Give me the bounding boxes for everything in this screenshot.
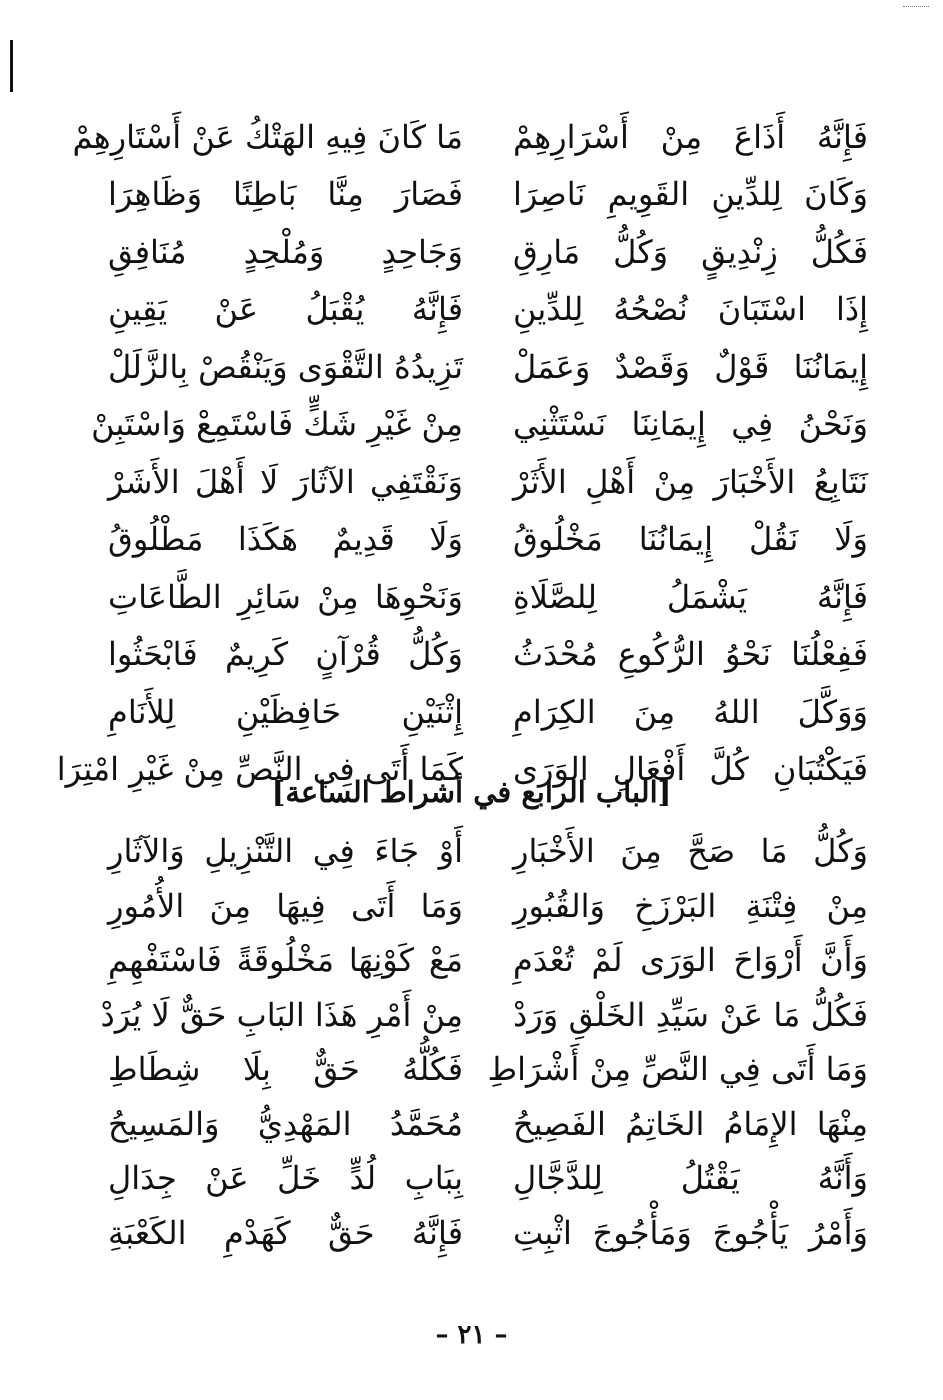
- hemistich-right: وَكُلُّ مَا صَحَّ مِنَ الأَخْبَارِ: [513, 832, 868, 871]
- chapter-heading: [الباب الرابع في أشراط الساعة]: [271, 775, 672, 809]
- couplet: [108, 933, 868, 988]
- hemistich-left: بِبَابِ لُدٍّ خَلِّ عَنْ جِدَالِ: [108, 1159, 463, 1198]
- couplet: [108, 1151, 868, 1206]
- couplet: [108, 683, 868, 741]
- hemistich-right: فَكُلُّ زِنْدِيقٍ وَكُلُّ مَارِقِ: [513, 232, 868, 271]
- couplet: [108, 1206, 868, 1261]
- couplet: [108, 166, 868, 224]
- hemistich-left: وَمَا أَتَى فِيهَا مِنَ الأُمُورِ: [108, 886, 463, 925]
- couplet: [108, 281, 868, 339]
- hemistich-right: وَلَا نَقُلْ إِيمَانُنَا مَخْلُوقُ: [513, 520, 868, 559]
- hemistich-right: نَتَابِعُ الأَخْبَارَ مِنْ أَهْلِ الأَثَرْ: [513, 462, 868, 501]
- hemistich-left: كَمَا أَتَى فِي النَّصِّ مِنْ غَيْرِ امْتِرَا: [56, 750, 463, 789]
- couplet: [108, 1042, 868, 1097]
- couplet: [108, 824, 868, 879]
- couplet: [100, 988, 868, 1043]
- hemistich-right: مِنْهَا الإِمَامُ الخَاتِمُ الفَصِيحُ: [513, 1104, 868, 1143]
- couplet: [108, 338, 868, 396]
- hemistich-left: مَعْ كَوْنِهَا مَخْلُوقَةً فَاسْتَفْهِمِ: [108, 941, 463, 980]
- hemistich-right: فَفِعْلُنَا نَحْوُ الرُّكُوعِ مُحْدَثُ: [513, 635, 868, 674]
- hemistich-right: فَيَكْتُبَانِ كُلَّ أَفْعَالِ الوَرَى: [513, 750, 868, 789]
- hemistich-right: إِيمَانُنَا قَوْلٌ وَقَصْدٌ وَعَمَلْ: [513, 347, 868, 386]
- hemistich-left: وَكُلُّ قُرْآنٍ كَرِيمٌ فَابْحَثُوا: [108, 635, 463, 674]
- hemistich-left: مِنْ غَيْرِ شَكٍّ فَاسْتَمِعْ وَاسْتَبِنْ: [91, 405, 463, 444]
- hemistich-right: فَإِنَّهُ يَشْمَلُ لِلصَّلَاةِ: [513, 577, 868, 616]
- hemistich-left: تَزِيدُهُ التَّقْوَى وَيَنْقُصْ بِالزَّلَلْ: [107, 347, 463, 386]
- hemistich-left: فَإِنَّهُ حَقٌّ كَهَدْمِ الكَعْبَةِ: [108, 1213, 463, 1252]
- hemistich-right: وَأَنَّهُ يَقْتُلُ لِلدَّجَّالِ: [513, 1159, 868, 1198]
- hemistich-left: فَكُلُّهُ حَقٌّ بِلَا شِطَاطِ: [108, 1050, 463, 1089]
- hemistich-right: فَكُلُّ مَا عَنْ سَيِّدِ الخَلْقِ وَرَدْ: [513, 995, 868, 1034]
- couplet: [72, 108, 868, 166]
- hemistich-right: وَمَا أَتَى فِي النَّصِّ مِنْ أَشْرَاطِ: [487, 1050, 868, 1089]
- hemistich-left: مَا كَانَ فِيهِ الهَتْكُ عَنْ أَسْتَارِهِمْ: [72, 117, 463, 156]
- hemistich-left: أَوْ جَاءَ فِي التَّنْزِيلِ وَالآثَارِ: [108, 832, 463, 871]
- hemistich-left: وَنَقْتَفِي الآثَارَ لَا أَهْلَ الأَشَرْ: [108, 462, 463, 501]
- hemistich-right: إِذَا اسْتَبَانَ نُصْحُهُ لِلدِّينِ: [513, 290, 868, 329]
- page-number: – ٢١ –: [435, 1320, 508, 1350]
- corner-mark: [903, 6, 929, 9]
- poem-section-2: [100, 824, 868, 1260]
- hemistich-left: وَلَا قَدِيمٌ هَكَذَا مَطْلُوقُ: [108, 520, 463, 559]
- couplet: [108, 626, 868, 684]
- hemistich-right: مِنْ فِتْنَةِ البَرْزَخِ وَالقُبُورِ: [513, 886, 868, 925]
- hemistich-left: وَنَحْوِهَا مِنْ سَائِرِ الطَّاعَاتِ: [108, 577, 463, 616]
- margin-mark: [10, 40, 13, 92]
- hemistich-right: وَوَكَّلَ اللهُ مِنَ الكِرَامِ: [513, 692, 868, 731]
- hemistich-left: مِنْ أَمْرِ هَذَا البَابِ حَقٌّ لَا يُرَدْ: [100, 995, 463, 1034]
- couplet: [91, 396, 868, 454]
- hemistich-right: فَإِنَّهُ أَذَاعَ مِنْ أَسْرَارِهِمْ: [513, 117, 868, 156]
- couplet: [108, 879, 868, 934]
- hemistich-right: وَنَحْنُ فِي إِيمَانِنَا نَسْتَثْنِي: [513, 405, 868, 444]
- couplet: [108, 223, 868, 281]
- hemistich-left: فَصَارَ مِنَّا بَاطِنًا وَظَاهِرَا: [108, 175, 463, 214]
- hemistich-left: وَجَاحِدٍ وَمُلْحِدٍ مُنَافِقِ: [108, 232, 463, 271]
- couplet: [108, 511, 868, 569]
- hemistich-left: فَإِنَّهُ يُقْبَلُ عَنْ يَقِينِ: [108, 290, 463, 329]
- hemistich-right: وَكَانَ لِلدِّينِ القَوِيمِ نَاصِرَا: [513, 175, 868, 214]
- couplet: [108, 1097, 868, 1152]
- hemistich-right: وَأَمْرُ يَأْجُوجَ وَمَأْجُوجَ اثْبِتِ: [513, 1213, 868, 1252]
- hemistich-left: مُحَمَّدُ المَهْدِيُّ وَالمَسِيحُ: [108, 1104, 463, 1143]
- couplet: [108, 453, 868, 511]
- poem-section-1: [56, 108, 868, 798]
- hemistich-right: وَأَنَّ أَرْوَاحَ الوَرَى لَمْ تُعْدَمِ: [513, 941, 868, 980]
- hemistich-left: إِثْنَيْنِ حَافِظَيْنِ لِلأَنَامِ: [108, 692, 463, 731]
- couplet: [108, 568, 868, 626]
